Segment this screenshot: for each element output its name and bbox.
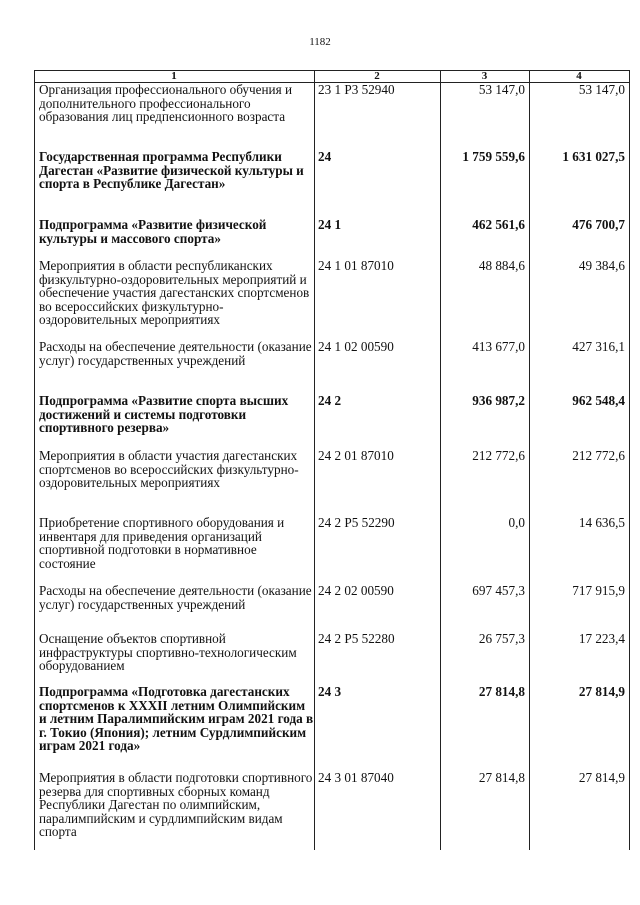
row-value-4: 212 772,6 (572, 448, 625, 463)
row-value-3: 413 677,0 (472, 339, 525, 354)
row-code: 24 1 01 87010 (318, 258, 394, 273)
row-name: Мероприятия в области подготовки спортивного резерва для спортивных сборных команд Республики Дагестан по олимпийским, паралимпийским и сурдлимпийским видам спорта (39, 770, 313, 839)
row-name: Подпрограмма «Развитие спорта высших достижений и системы подготовки спортивного резерва» (39, 393, 289, 435)
row-name: Оснащение объектов спортивной инфраструктуры спортивно-технологическим оборудованием (39, 631, 297, 673)
row-name: Государственная программа Республики Дагестан «Развитие физической культуры и спорта в Республике Дагестан» (39, 149, 304, 191)
table-border-right (629, 70, 630, 850)
row-value-3: 936 987,2 (472, 393, 525, 408)
row-value-3: 212 772,6 (472, 448, 525, 463)
row-code: 24 2 P5 52290 (318, 515, 395, 530)
row-code: 24 3 01 87040 (318, 770, 394, 785)
row-code: 24 2 02 00590 (318, 583, 394, 598)
column-header-1: 1 (171, 70, 177, 82)
row-code: 24 (318, 149, 332, 164)
row-name: Расходы на обеспечение деятельности (оказание услуг) государственных учреждений (39, 583, 312, 612)
row-value-3: 697 457,3 (472, 583, 525, 598)
row-value-3: 27 814,8 (478, 770, 525, 785)
row-value-3: 0,0 (508, 515, 525, 530)
column-header-3: 3 (481, 70, 488, 82)
row-value-4: 962 548,4 (572, 393, 625, 408)
row-code: 23 1 P3 52940 (318, 82, 395, 97)
row-value-4: 427 316,1 (572, 339, 625, 354)
row-name: Подпрограмма «Подготовка дагестанских спортсменов к XXXII летним Олимпийским и летним Паралимпийским играм 2021 года в г. Токио (Япония); летним Сурдлимпийским играм 2021 года» (39, 684, 314, 753)
row-value-4: 14 636,5 (578, 515, 625, 530)
row-name: Приобретение спортивного оборудования и инвентаря для приведения организаций спортивной подготовки в нормативное состояние (39, 515, 285, 571)
column-header-4: 4 (576, 70, 582, 82)
row-code: 24 1 (318, 217, 342, 232)
row-name: Организация профессионального обучения и дополнительного профессионального образования лиц предпенсионного возраста (39, 82, 293, 124)
row-value-3: 462 561,6 (472, 217, 525, 232)
row-value-4: 1 631 027,5 (562, 149, 625, 164)
row-value-3: 1 759 559,6 (462, 149, 525, 164)
row-value-4: 49 384,6 (578, 258, 625, 273)
row-value-3: 53 147,0 (478, 82, 525, 97)
row-code: 24 2 P5 52280 (318, 631, 395, 646)
row-code: 24 3 (318, 684, 342, 699)
row-value-4: 27 814,9 (578, 684, 625, 699)
row-value-4: 17 223,4 (578, 631, 625, 646)
row-value-3: 26 757,3 (478, 631, 525, 646)
row-name: Подпрограмма «Развитие физической культуры и массового спорта» (39, 217, 267, 246)
row-value-4: 717 915,9 (572, 583, 625, 598)
column-divider-1 (314, 70, 315, 850)
row-code: 24 2 (318, 393, 342, 408)
row-name: Расходы на обеспечение деятельности (оказание услуг) государственных учреждений (39, 339, 312, 368)
column-header-2: 2 (374, 70, 380, 82)
row-value-3: 48 884,6 (478, 258, 525, 273)
column-divider-2 (440, 70, 441, 850)
row-name: Мероприятия в области участия дагестанских спортсменов во всероссийских физкультурно-оздоровительных мероприятиях (39, 448, 299, 490)
row-value-4: 53 147,0 (578, 82, 625, 97)
row-value-4: 476 700,7 (572, 217, 625, 232)
row-value-4: 27 814,9 (578, 770, 625, 785)
page-number: 1182 (309, 36, 331, 48)
row-code: 24 1 02 00590 (318, 339, 394, 354)
row-code: 24 2 01 87010 (318, 448, 394, 463)
table-border-left (34, 70, 35, 850)
row-value-3: 27 814,8 (478, 684, 525, 699)
row-name: Мероприятия в области республиканских физкультурно-оздоровительных мероприятий и обеспечение участия дагестанских спортсменов во всероссийских физкультурно-оздоровительных мероприятиях (39, 258, 310, 327)
